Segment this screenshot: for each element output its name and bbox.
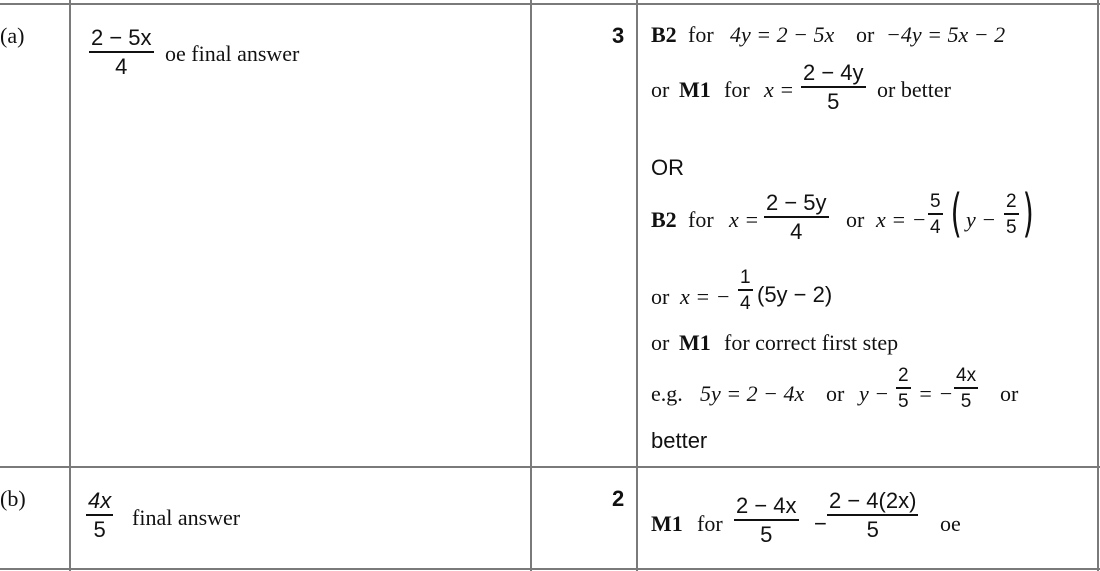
table-top-border xyxy=(0,3,1100,5)
left-parenthesis: ( xyxy=(950,184,962,244)
fraction: 2 5 xyxy=(1006,191,1017,238)
column-divider-3 xyxy=(636,0,638,571)
mark-code-b2: B2 xyxy=(651,207,677,232)
note-text: or xyxy=(651,284,670,309)
fraction: 2 5 xyxy=(898,365,909,412)
fraction: 2 − 4(2x) 5 xyxy=(829,488,917,542)
equation: x = − xyxy=(876,207,927,232)
answer-denominator-a: 4 xyxy=(115,53,128,79)
equation: = − xyxy=(918,381,954,406)
part-label-a: (a) xyxy=(0,23,25,48)
note-text: or xyxy=(846,207,865,232)
note-text: for xyxy=(697,511,723,536)
answer-note-b: final answer xyxy=(132,505,241,530)
mark-code-m1: M1 xyxy=(679,330,711,355)
fraction: 1 4 xyxy=(740,267,751,314)
equation: x = xyxy=(729,207,760,232)
equation: x = xyxy=(764,77,795,102)
equation: y − xyxy=(966,207,997,232)
note-text: for xyxy=(724,77,750,102)
mark-code-m1: M1 xyxy=(679,77,711,102)
equation: y − xyxy=(859,381,890,406)
marks-b: 2 xyxy=(612,486,625,511)
mark-code-m1: M1 xyxy=(651,511,683,536)
column-divider-1 xyxy=(69,0,71,571)
table-right-border xyxy=(1097,0,1099,571)
note-text: for correct first step xyxy=(724,330,899,355)
fraction: 4x 5 xyxy=(956,365,977,412)
answer-numerator-a: 2 − 5x xyxy=(91,25,152,50)
note-text: or better xyxy=(877,77,951,102)
fraction-bar xyxy=(89,51,154,53)
minus-sign: − xyxy=(814,511,827,536)
answer-note-a: oe final answer xyxy=(165,41,300,66)
row-divider xyxy=(0,466,1100,468)
note-text: or xyxy=(651,330,670,355)
note-text: or xyxy=(856,22,875,47)
equation: 4y = 2 − 5x xyxy=(730,22,835,47)
right-parenthesis: ) xyxy=(1022,184,1034,244)
fraction: 2 − 4y 5 xyxy=(803,60,864,114)
fraction: 5 4 xyxy=(930,191,941,238)
part-label-b: (b) xyxy=(0,486,26,511)
answer-fraction-b xyxy=(86,490,113,541)
note-text: for xyxy=(688,207,714,232)
marks-a: 3 xyxy=(612,23,625,48)
fraction: 2 − 4x 5 xyxy=(736,493,797,547)
note-text: oe xyxy=(940,511,961,536)
table-bottom-border xyxy=(0,568,1100,570)
equation: (5y − 2) xyxy=(757,282,833,307)
answer-denominator-b: 5 xyxy=(93,516,106,542)
answer-numerator-b: 4x xyxy=(88,488,112,513)
equation: 5y = 2 − 4x xyxy=(700,381,805,406)
note-text: for xyxy=(688,22,714,47)
note-text: or xyxy=(651,77,670,102)
fraction: 2 − 5y 4 xyxy=(766,190,827,244)
note-text: better xyxy=(651,428,708,453)
answer-fraction-a xyxy=(89,27,154,78)
note-text: e.g. xyxy=(651,381,683,406)
fraction-bar xyxy=(86,514,113,516)
or-heading: OR xyxy=(651,155,684,180)
equation: x = − xyxy=(680,284,731,309)
column-divider-2 xyxy=(530,0,532,571)
note-text: or xyxy=(1000,381,1019,406)
mark-code-b2: B2 xyxy=(651,22,677,47)
equation: −4y = 5x − 2 xyxy=(886,22,1006,47)
note-text: or xyxy=(826,381,845,406)
